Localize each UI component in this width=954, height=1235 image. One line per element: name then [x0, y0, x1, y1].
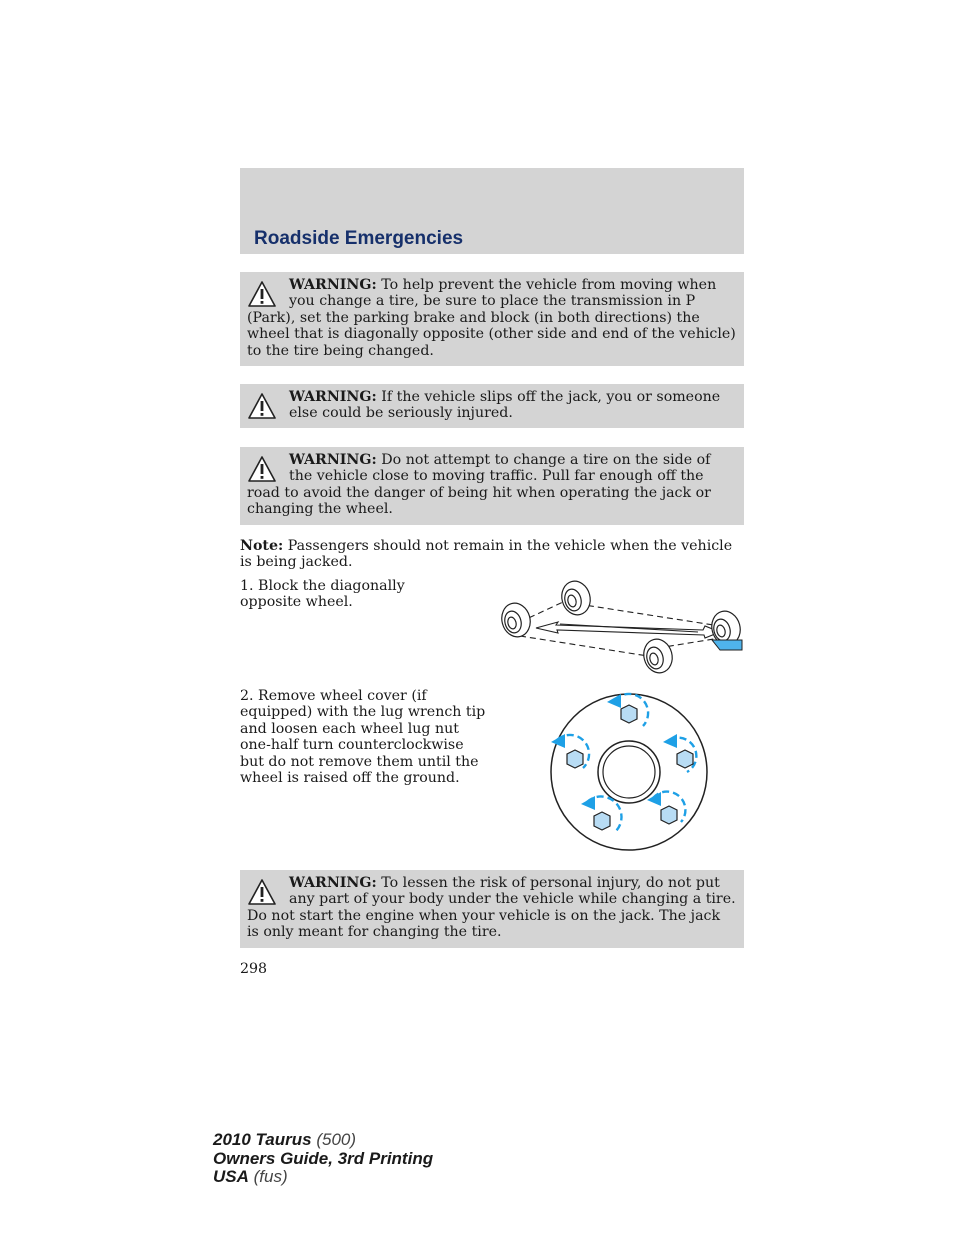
warning-triangle-icon [247, 392, 277, 420]
footer-line-2 [213, 1150, 433, 1169]
warning-box-jack-slip [240, 384, 744, 428]
warning-triangle-icon [247, 455, 277, 483]
wheel-block-diagram [498, 578, 746, 678]
note-text: Passengers should not remain in the vehicle when the vehicle is being jacked. [240, 538, 733, 571]
warning-triangle-icon [247, 280, 277, 308]
footer-model: 2010 Taurus [213, 1130, 312, 1149]
section-header-band [240, 168, 744, 254]
footer-line-3 [213, 1168, 433, 1187]
footer-market-code: (fus) [253, 1167, 288, 1186]
warning-text: To lessen the risk of personal injury, do not put any part of your body under the vehicle while changing a tire. Do not start the engine when your vehicle is on the jack. The jack is only meant for changing the tire. [247, 875, 736, 941]
document-footer [213, 1131, 433, 1187]
footer-line-1 [213, 1131, 433, 1150]
warning-text: To help prevent the vehicle from moving when you change a tire, be sure to place the transmission in P (Park), set the parking brake and block (in both directions) the wheel that is diagonally opposite (other side and end of the vehicle) to the tire being changed. [247, 277, 736, 359]
warning-text: Do not attempt to change a tire on the side of the vehicle close to moving traffic. Pull far enough off the road to avoid the danger of being hit when operating the jack or changing the wheel. [247, 452, 711, 518]
step-1-text: 1. Block the diagonally opposite wheel. [240, 578, 405, 611]
warning-box-transmission [240, 272, 744, 366]
note-label: Note: [240, 538, 284, 554]
footer-model-code: (500) [316, 1130, 357, 1149]
warning-label: WARNING: [289, 277, 377, 293]
step-2-text: 2. Remove wheel cover (if equipped) with the lug wrench tip and loosen each wheel lug nut one-half turn counterclockwise but do not remove them until the wheel is raised off the ground. [240, 688, 486, 787]
lug-nut-pattern-diagram [545, 686, 715, 856]
footer-market: USA [213, 1167, 249, 1186]
note-paragraph [240, 538, 744, 571]
warning-text: If the vehicle slips off the jack, you or someone else could be seriously injured. [289, 389, 721, 422]
warning-label: WARNING: [289, 452, 377, 468]
section-title: Roadside Emergencies [254, 228, 464, 249]
page-number: 298 [240, 961, 268, 977]
warning-box-traffic [240, 447, 744, 525]
warning-triangle-icon [247, 878, 277, 906]
warning-label: WARNING: [289, 389, 377, 405]
footer-edition: Owners Guide, 3rd Printing [213, 1148, 434, 1168]
warning-label: WARNING: [289, 875, 377, 891]
warning-box-body-under-vehicle [240, 870, 744, 948]
